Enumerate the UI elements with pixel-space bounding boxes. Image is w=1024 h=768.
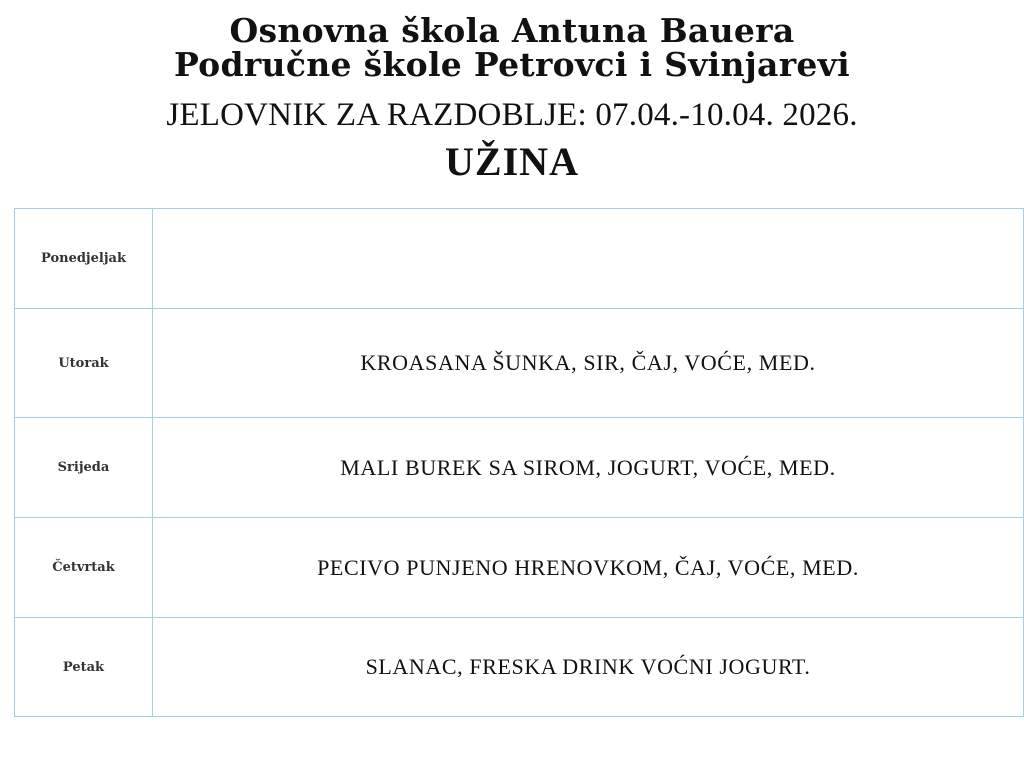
menu-table bbox=[14, 208, 1024, 717]
branch-schools: Područne škole Petrovci i Svinjarevi bbox=[173, 45, 851, 84]
day-label: Utorak bbox=[15, 309, 153, 418]
day-label: Petak bbox=[15, 618, 153, 717]
school-name: Osnovna škola Antuna Bauera bbox=[229, 11, 795, 50]
meal-description: SLANAC, FRESKA DRINK VOĆNI JOGURT. bbox=[153, 618, 1024, 717]
day-label: Srijeda bbox=[15, 418, 153, 518]
table-row-thursday bbox=[15, 518, 1024, 618]
menu-header bbox=[0, 0, 1024, 184]
table-row-friday bbox=[15, 618, 1024, 717]
meal-description: PECIVO PUNJENO HRENOVKOM, ČAJ, VOĆE, MED. bbox=[153, 518, 1024, 618]
day-label: Četvrtak bbox=[15, 518, 153, 618]
meal-type-title: UŽINA bbox=[445, 139, 579, 184]
meal-description: KROASANA ŠUNKA, SIR, ČAJ, VOĆE, MED. bbox=[153, 309, 1024, 418]
day-label: Ponedjeljak bbox=[15, 209, 153, 309]
table-row-tuesday bbox=[15, 309, 1024, 418]
table-row-monday bbox=[15, 209, 1024, 309]
menu-period: JELOVNIK ZA RAZDOBLJE: 07.04.-10.04. 2026. bbox=[166, 97, 858, 133]
meal-description: MALI BUREK SA SIROM, JOGURT, VOĆE, MED. bbox=[153, 418, 1024, 518]
table-row-wednesday bbox=[15, 418, 1024, 518]
meal-description bbox=[153, 209, 1024, 309]
